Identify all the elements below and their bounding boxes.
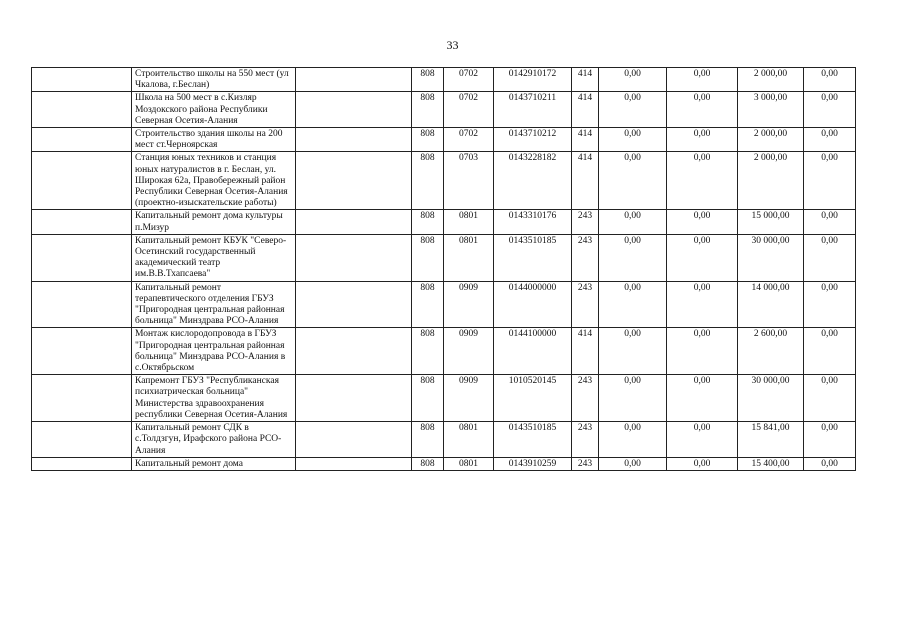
- object-name-cell: Станция юных техников и станция юных натуралистов в г. Беслан, ул. Широкая 62а, Правобережный район Республики Северная Осетия-Алания (проектно-изыскательские работы): [132, 152, 296, 210]
- amount-3-cell: 2 000,00: [738, 152, 804, 210]
- section-code-cell: 0909: [444, 328, 494, 375]
- amount-1-cell: 0,00: [599, 281, 667, 328]
- amount-3-cell: 2 600,00: [738, 328, 804, 375]
- object-name-cell: Капремонт ГБУЗ "Республиканская психиатрическая больница" Министерства здравоохранения республики Северная Осетия-Алания: [132, 375, 296, 422]
- empty-cell: [32, 92, 132, 128]
- ministry-code-cell: 808: [412, 422, 444, 458]
- target-article-cell: 0143510185: [494, 234, 572, 281]
- empty-cell: [32, 152, 132, 210]
- expense-kind-cell: 243: [572, 375, 599, 422]
- amount-4-cell: 0,00: [804, 92, 856, 128]
- empty-cell: [296, 457, 412, 470]
- amount-1-cell: 0,00: [599, 328, 667, 375]
- empty-cell: [296, 210, 412, 234]
- budget-table: [31, 67, 856, 471]
- ministry-code-cell: 808: [412, 68, 444, 92]
- amount-3-cell: 15 000,00: [738, 210, 804, 234]
- amount-1-cell: 0,00: [599, 152, 667, 210]
- amount-3-cell: 2 000,00: [738, 68, 804, 92]
- target-article-cell: 0144100000: [494, 328, 572, 375]
- amount-3-cell: 30 000,00: [738, 375, 804, 422]
- target-article-cell: 0142910172: [494, 68, 572, 92]
- ministry-code-cell: 808: [412, 457, 444, 470]
- amount-4-cell: 0,00: [804, 68, 856, 92]
- amount-4-cell: 0,00: [804, 152, 856, 210]
- table-row: [32, 68, 856, 92]
- table-row: [32, 92, 856, 128]
- amount-4-cell: 0,00: [804, 422, 856, 458]
- empty-cell: [296, 68, 412, 92]
- target-article-cell: 0144000000: [494, 281, 572, 328]
- table-row: [32, 457, 856, 470]
- amount-2-cell: 0,00: [667, 210, 738, 234]
- empty-cell: [32, 375, 132, 422]
- section-code-cell: 0801: [444, 422, 494, 458]
- object-name-cell: Капитальный ремонт дома: [132, 457, 296, 470]
- table-row: [32, 152, 856, 210]
- object-name-cell: Монтаж кислородопровода в ГБУЗ "Пригородная центральная районная больница" Минздрава РСО-Алания в с.Октябрьском: [132, 328, 296, 375]
- section-code-cell: 0909: [444, 375, 494, 422]
- empty-cell: [296, 281, 412, 328]
- empty-cell: [296, 234, 412, 281]
- section-code-cell: 0702: [444, 68, 494, 92]
- ministry-code-cell: 808: [412, 328, 444, 375]
- expense-kind-cell: 243: [572, 422, 599, 458]
- target-article-cell: 1010520145: [494, 375, 572, 422]
- amount-2-cell: 0,00: [667, 128, 738, 152]
- amount-2-cell: 0,00: [667, 152, 738, 210]
- table-row: [32, 375, 856, 422]
- empty-cell: [296, 375, 412, 422]
- expense-kind-cell: 414: [572, 68, 599, 92]
- ministry-code-cell: 808: [412, 375, 444, 422]
- amount-1-cell: 0,00: [599, 234, 667, 281]
- section-code-cell: 0703: [444, 152, 494, 210]
- object-name-cell: Капитальный ремонт КБУК "Северо-Осетинский государственный академический театр им.В.В.Тхапсаева": [132, 234, 296, 281]
- empty-cell: [296, 128, 412, 152]
- target-article-cell: 0143228182: [494, 152, 572, 210]
- page-number: 33: [446, 38, 459, 52]
- empty-cell: [32, 234, 132, 281]
- amount-1-cell: 0,00: [599, 92, 667, 128]
- expense-kind-cell: 414: [572, 128, 599, 152]
- ministry-code-cell: 808: [412, 128, 444, 152]
- empty-cell: [296, 92, 412, 128]
- expense-kind-cell: 414: [572, 152, 599, 210]
- expense-kind-cell: 414: [572, 328, 599, 375]
- budget-table-body: [32, 68, 856, 471]
- ministry-code-cell: 808: [412, 92, 444, 128]
- table-row: [32, 234, 856, 281]
- empty-cell: [32, 210, 132, 234]
- amount-2-cell: 0,00: [667, 457, 738, 470]
- amount-1-cell: 0,00: [599, 68, 667, 92]
- expense-kind-cell: 243: [572, 457, 599, 470]
- section-code-cell: 0801: [444, 234, 494, 281]
- amount-2-cell: 0,00: [667, 328, 738, 375]
- amount-2-cell: 0,00: [667, 234, 738, 281]
- empty-cell: [296, 328, 412, 375]
- empty-cell: [32, 422, 132, 458]
- ministry-code-cell: 808: [412, 281, 444, 328]
- amount-4-cell: 0,00: [804, 375, 856, 422]
- expense-kind-cell: 243: [572, 234, 599, 281]
- table-row: [32, 422, 856, 458]
- target-article-cell: 0143910259: [494, 457, 572, 470]
- expense-kind-cell: 243: [572, 210, 599, 234]
- amount-4-cell: 0,00: [804, 457, 856, 470]
- amount-3-cell: 15 400,00: [738, 457, 804, 470]
- target-article-cell: 0143510185: [494, 422, 572, 458]
- empty-cell: [32, 128, 132, 152]
- object-name-cell: Капитальный ремонт дома культуры п.Мизур: [132, 210, 296, 234]
- section-code-cell: 0702: [444, 92, 494, 128]
- object-name-cell: Капитальный ремонт СДК в с.Толдзгун, Ирафского района РСО-Алания: [132, 422, 296, 458]
- amount-1-cell: 0,00: [599, 375, 667, 422]
- target-article-cell: 0143710211: [494, 92, 572, 128]
- amount-2-cell: 0,00: [667, 422, 738, 458]
- ministry-code-cell: 808: [412, 234, 444, 281]
- amount-1-cell: 0,00: [599, 128, 667, 152]
- amount-2-cell: 0,00: [667, 375, 738, 422]
- section-code-cell: 0801: [444, 457, 494, 470]
- object-name-cell: Капитальный ремонт терапевтического отделения ГБУЗ "Пригородная центральная районная больница" Минздрава РСО-Алания: [132, 281, 296, 328]
- ministry-code-cell: 808: [412, 210, 444, 234]
- amount-3-cell: 3 000,00: [738, 92, 804, 128]
- amount-2-cell: 0,00: [667, 68, 738, 92]
- amount-2-cell: 0,00: [667, 92, 738, 128]
- section-code-cell: 0909: [444, 281, 494, 328]
- empty-cell: [296, 152, 412, 210]
- amount-4-cell: 0,00: [804, 328, 856, 375]
- amount-3-cell: 15 841,00: [738, 422, 804, 458]
- amount-3-cell: 2 000,00: [738, 128, 804, 152]
- amount-4-cell: 0,00: [804, 128, 856, 152]
- ministry-code-cell: 808: [412, 152, 444, 210]
- empty-cell: [296, 422, 412, 458]
- table-row: [32, 281, 856, 328]
- object-name-cell: Строительство школы на 550 мест (ул Чкалова, г.Беслан): [132, 68, 296, 92]
- amount-1-cell: 0,00: [599, 457, 667, 470]
- empty-cell: [32, 281, 132, 328]
- table-row: [32, 210, 856, 234]
- object-name-cell: Строительство здания школы на 200 мест ст.Черноярская: [132, 128, 296, 152]
- table-row: [32, 328, 856, 375]
- amount-3-cell: 30 000,00: [738, 234, 804, 281]
- amount-1-cell: 0,00: [599, 210, 667, 234]
- empty-cell: [32, 457, 132, 470]
- empty-cell: [32, 68, 132, 92]
- empty-cell: [32, 328, 132, 375]
- expense-kind-cell: 414: [572, 92, 599, 128]
- object-name-cell: Школа на 500 мест в с.Кизляр Моздокского района Республики Северная Осетия-Алания: [132, 92, 296, 128]
- amount-1-cell: 0,00: [599, 422, 667, 458]
- target-article-cell: 0143710212: [494, 128, 572, 152]
- amount-4-cell: 0,00: [804, 210, 856, 234]
- amount-4-cell: 0,00: [804, 234, 856, 281]
- amount-3-cell: 14 000,00: [738, 281, 804, 328]
- section-code-cell: 0702: [444, 128, 494, 152]
- section-code-cell: 0801: [444, 210, 494, 234]
- expense-kind-cell: 243: [572, 281, 599, 328]
- amount-2-cell: 0,00: [667, 281, 738, 328]
- target-article-cell: 0143310176: [494, 210, 572, 234]
- table-row: [32, 128, 856, 152]
- amount-4-cell: 0,00: [804, 281, 856, 328]
